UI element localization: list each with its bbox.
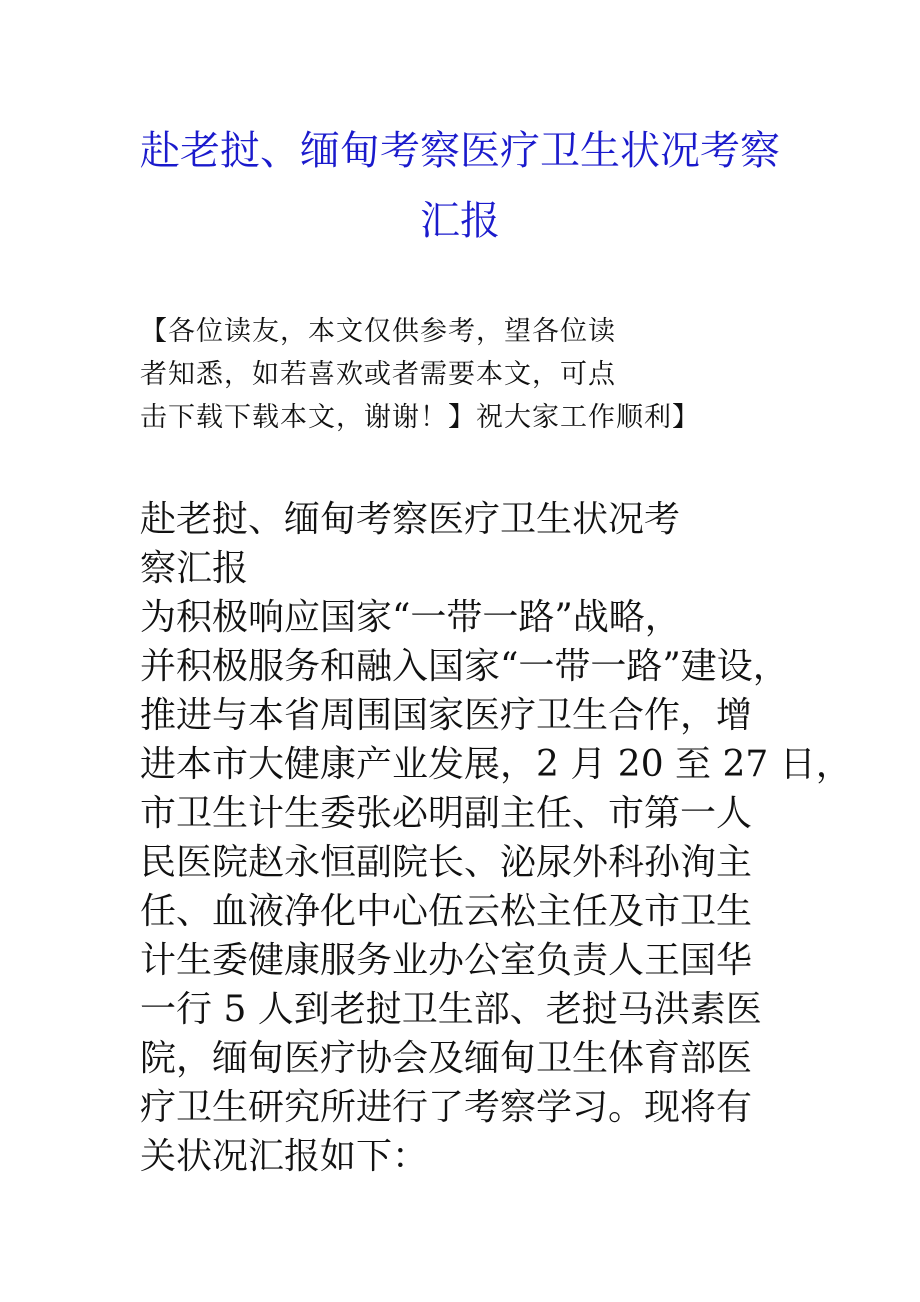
report-body-line: 民医院赵永恒副院长、泌尿外科孙洵主 bbox=[140, 842, 753, 883]
reader-note-wish-text: 祝大家工作顺利】 bbox=[476, 402, 700, 433]
reader-note-download-text: 击下载下载本文，谢谢！】 bbox=[140, 402, 476, 433]
report-body-line: 一行 5 人到老挝卫生部、老挝马洪素医 bbox=[140, 989, 762, 1030]
report-body-line: 进本市大健康产业发展，2 月 20 至 27 日， bbox=[140, 744, 852, 785]
document-title-line-2: 汇报 bbox=[420, 198, 500, 244]
report-body-line: 关状况汇报如下： bbox=[140, 1136, 429, 1177]
report-body-line: 察汇报 bbox=[140, 548, 249, 589]
reader-note-line-1: 【各位读友，本文仅供参考，望各位读 bbox=[140, 316, 616, 347]
report-body-line: 院，缅甸医疗协会及缅甸卫生体育部医 bbox=[140, 1038, 753, 1079]
reader-note-line-3 bbox=[140, 403, 700, 433]
report-body-line: 疗卫生研究所进行了考察学习。现将有 bbox=[140, 1087, 753, 1128]
reader-note-line-2: 者知悉，如若喜欢或者需要本文，可点 bbox=[140, 359, 616, 390]
report-body-line: 任、血液净化中心伍云松主任及市卫生 bbox=[140, 891, 753, 932]
document-title-line-1: 赴老挝、缅甸考察医疗卫生状况考察 bbox=[140, 128, 780, 174]
report-body-line: 赴老挝、缅甸考察医疗卫生状况考 bbox=[140, 499, 681, 540]
report-body-line: 并积极服务和融入国家“一带一路”建设， bbox=[140, 646, 789, 687]
report-body-line: 为积极响应国家“一带一路”战略， bbox=[140, 597, 681, 638]
report-body-line: 市卫生计生委张必明副主任、市第一人 bbox=[140, 793, 753, 834]
report-body-line: 计生委健康服务业办公室负责人王国华 bbox=[140, 940, 753, 981]
report-body-line: 推进与本省周围国家医疗卫生合作，增 bbox=[140, 695, 753, 736]
